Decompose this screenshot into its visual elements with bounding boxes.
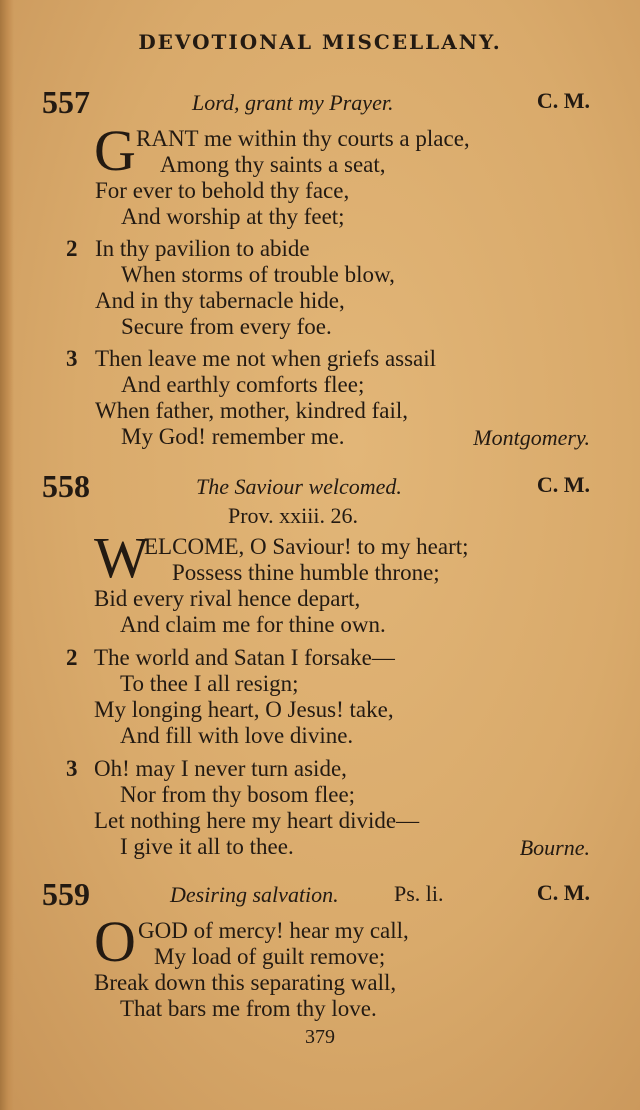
hymn-559-heading xyxy=(0,876,640,912)
verse-line: My load of guilt remove; xyxy=(154,944,386,969)
verse-line: To thee I all resign; xyxy=(120,671,299,696)
verse-line: Then leave me not when griefs assail xyxy=(95,346,437,371)
drop-cap: O xyxy=(94,909,136,974)
page-gutter xyxy=(0,0,14,1110)
hymn-author: Bourne. xyxy=(519,835,590,860)
verse-line: Break down this separating wall, xyxy=(94,970,397,995)
verse-line: My God! remember me. xyxy=(121,424,345,449)
hymn-meter: C. M. xyxy=(536,472,590,497)
running-header: DEVOTIONAL MISCELLANY. xyxy=(138,30,502,54)
hymn-557-heading xyxy=(0,84,640,120)
verse-line: For ever to behold thy face, xyxy=(95,178,350,203)
verse-line: I give it all to thee. xyxy=(120,834,294,859)
verse-line: And in thy tabernacle hide, xyxy=(95,288,345,313)
verse-line: That bars me from thy love. xyxy=(120,996,377,1021)
hymn-number: 558 xyxy=(42,468,90,504)
verse-number: 2 xyxy=(66,236,78,261)
verse-line: When storms of trouble blow, xyxy=(121,262,395,287)
hymn-number: 559 xyxy=(42,876,90,912)
hymn-meter: C. M. xyxy=(536,880,590,905)
page-number: 379 xyxy=(305,1026,335,1048)
scripture-reference: Prov. xxiii. 26. xyxy=(228,503,358,528)
verse-line: Oh! may I never turn aside, xyxy=(94,756,347,781)
verse-line: In thy pavilion to abide xyxy=(95,236,310,261)
hymn-author: Montgomery. xyxy=(473,425,590,450)
verse-line: Let nothing here my heart divide— xyxy=(94,808,420,833)
hymn-title: The Saviour welcomed. xyxy=(196,474,402,499)
hymn-558-heading xyxy=(0,468,640,504)
verse-line: And fill with love divine. xyxy=(120,723,354,748)
verse-line: My longing heart, O Jesus! take, xyxy=(94,697,394,722)
hymn-title: Desiring salvation. xyxy=(170,882,339,907)
hymn-number: 557 xyxy=(42,84,90,120)
verse-number: 2 xyxy=(66,645,78,670)
drop-cap: W xyxy=(94,525,149,590)
verse-line: And claim me for thine own. xyxy=(120,612,386,637)
verse-line: When father, mother, kindred fail, xyxy=(95,398,409,423)
hymn-title: Lord, grant my Prayer. xyxy=(192,90,394,115)
verse-line: Nor from thy bosom flee; xyxy=(120,782,356,807)
verse-line: Bid every rival hence depart, xyxy=(94,586,361,611)
verse-line: Secure from every foe. xyxy=(121,314,332,339)
verse-number: 3 xyxy=(66,756,78,781)
verse-line: ELCOME, O Saviour! to my heart; xyxy=(144,534,469,559)
verse-line: And worship at thy feet; xyxy=(121,204,345,229)
verse-line: Among thy saints a seat, xyxy=(160,152,386,177)
scripture-reference: Ps. li. xyxy=(394,881,444,906)
verse-line: And earthly comforts flee; xyxy=(121,372,365,397)
verse-line: Possess thine humble throne; xyxy=(172,560,440,585)
hymn-meter: C. M. xyxy=(536,88,590,113)
verse-line: RANT me within thy courts a place, xyxy=(136,126,470,151)
verse-line: The world and Satan I forsake— xyxy=(94,645,395,670)
drop-cap: G xyxy=(94,118,136,183)
verse-number: 3 xyxy=(66,346,78,371)
verse-line: GOD of mercy! hear my call, xyxy=(138,918,409,943)
